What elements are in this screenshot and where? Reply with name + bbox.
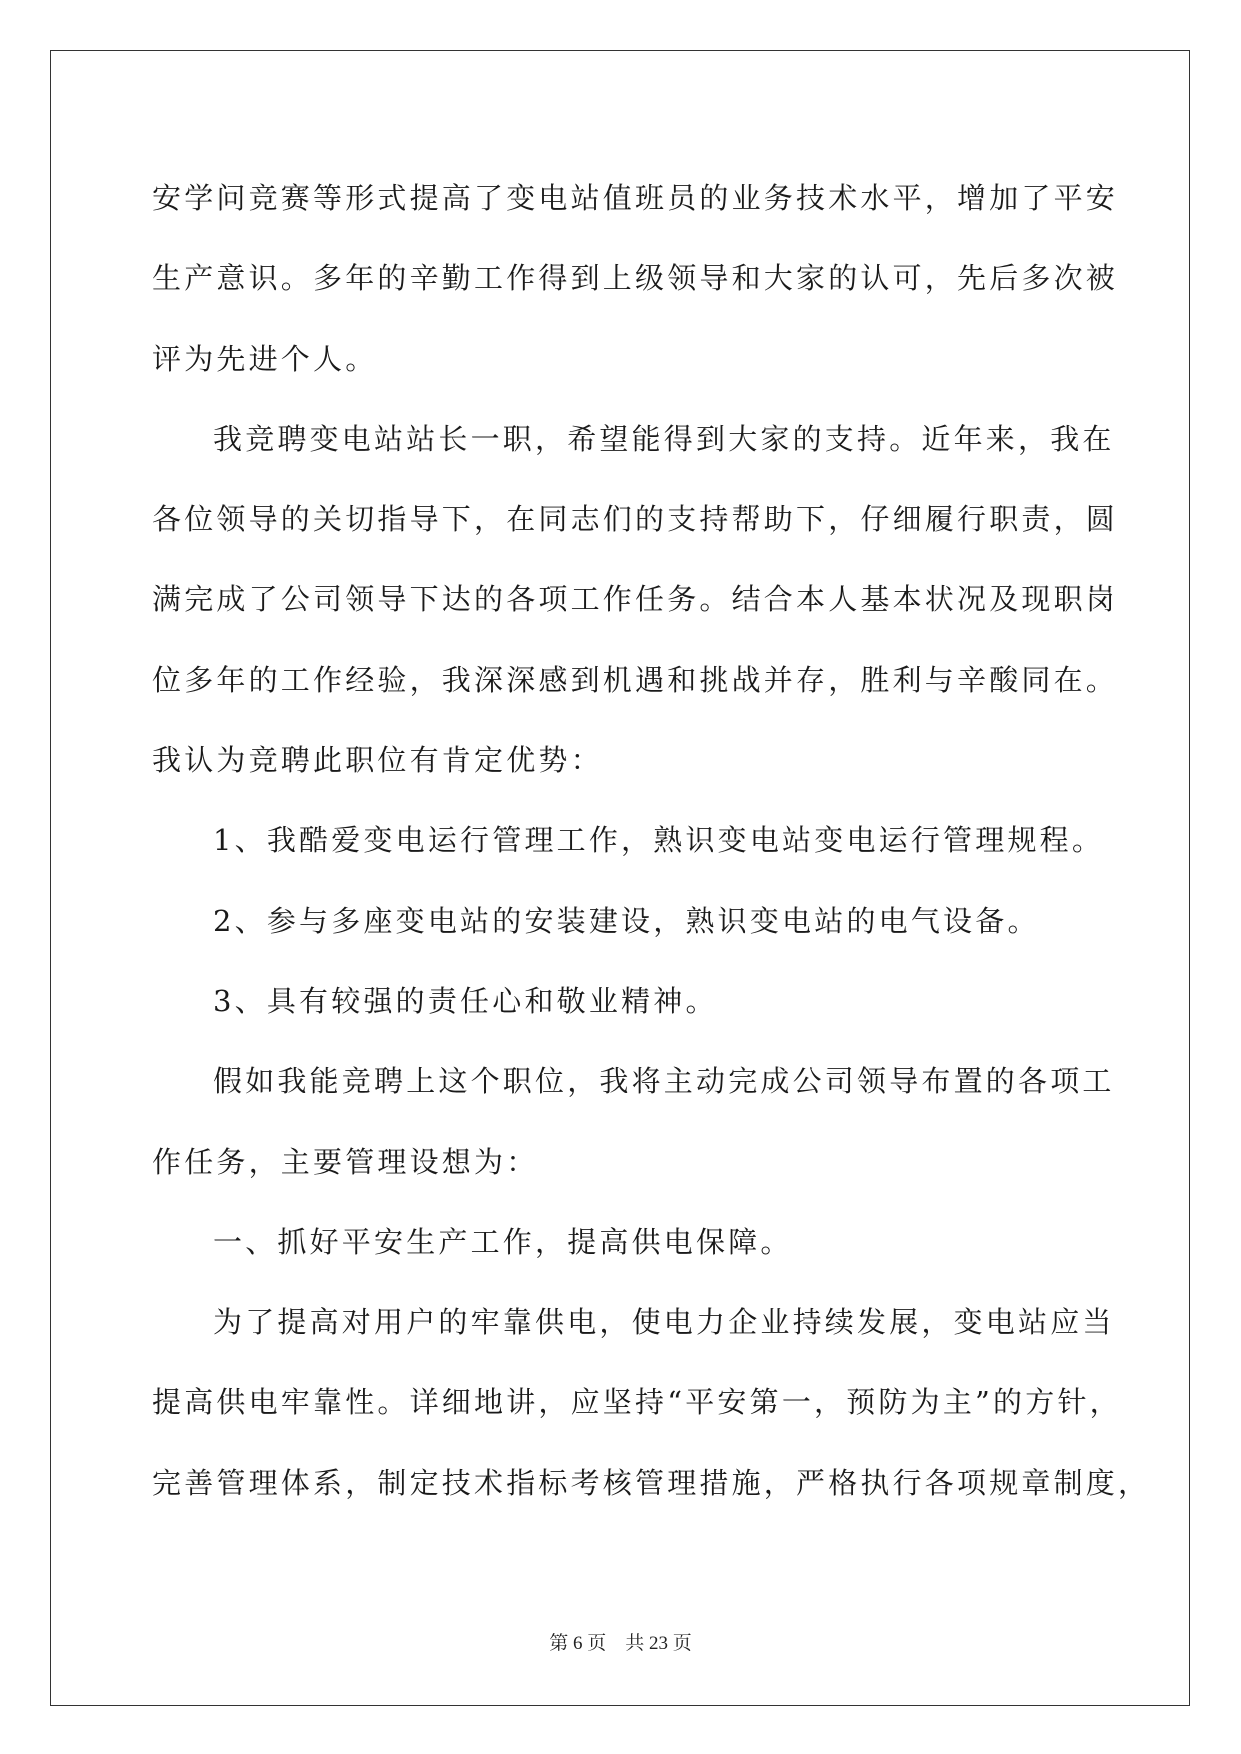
text-line: 位多年的工作经验，我深深感到机遇和挑战并存，胜利与辛酸同在。 — [152, 662, 1119, 697]
text-line: 满完成了公司领导下达的各项工作任务。结合本人基本状况及现职岗 — [152, 582, 1119, 617]
text-line: 为了提高对用户的牢靠供电，使电力企业持续发展，变电站应当 — [213, 1305, 1115, 1340]
page-number: 第 6 页 共 23 页 — [549, 1633, 692, 1654]
text-line: 2、参与多座变电站的安装建设，熟识变电站的电气设备。 — [213, 903, 1040, 938]
text-line: 作任务，主要管理设想为： — [152, 1144, 539, 1179]
text-line: 提高供电牢靠性。详细地讲，应坚持“平安第一，预防为主”的方针， — [152, 1385, 1122, 1420]
text-line: 一、抓好平安生产工作，提高供电保障。 — [213, 1224, 793, 1259]
text-line: 1、我酷爱变电运行管理工作，熟识变电站变电运行管理规程。 — [213, 823, 1105, 858]
text-line: 假如我能竞聘上这个职位，我将主动完成公司领导布置的各项工 — [213, 1064, 1115, 1099]
text-line: 生产意识。多年的辛勤工作得到上级领导和大家的认可，先后多次被 — [152, 261, 1119, 296]
text-line: 安学问竞赛等形式提高了变电站值班员的业务技术水平，增加了平安 — [152, 181, 1119, 215]
text-line: 完善管理体系，制定技术指标考核管理措施，严格执行各项规章制度， — [152, 1465, 1151, 1500]
text-line: 各位领导的关切指导下，在同志们的支持帮助下，仔细履行职责，圆 — [152, 502, 1119, 537]
text-line: 我竞聘变电站站长一职，希望能得到大家的支持。近年来，我在 — [213, 421, 1115, 456]
page-footer — [0, 1628, 1241, 1655]
text-line: 评为先进个人。 — [152, 341, 378, 376]
text-line: 3、具有较强的责任心和敬业精神。 — [213, 983, 718, 1018]
document-body — [152, 158, 1151, 1523]
text-line: 我认为竞聘此职位有肯定优势： — [152, 743, 603, 778]
